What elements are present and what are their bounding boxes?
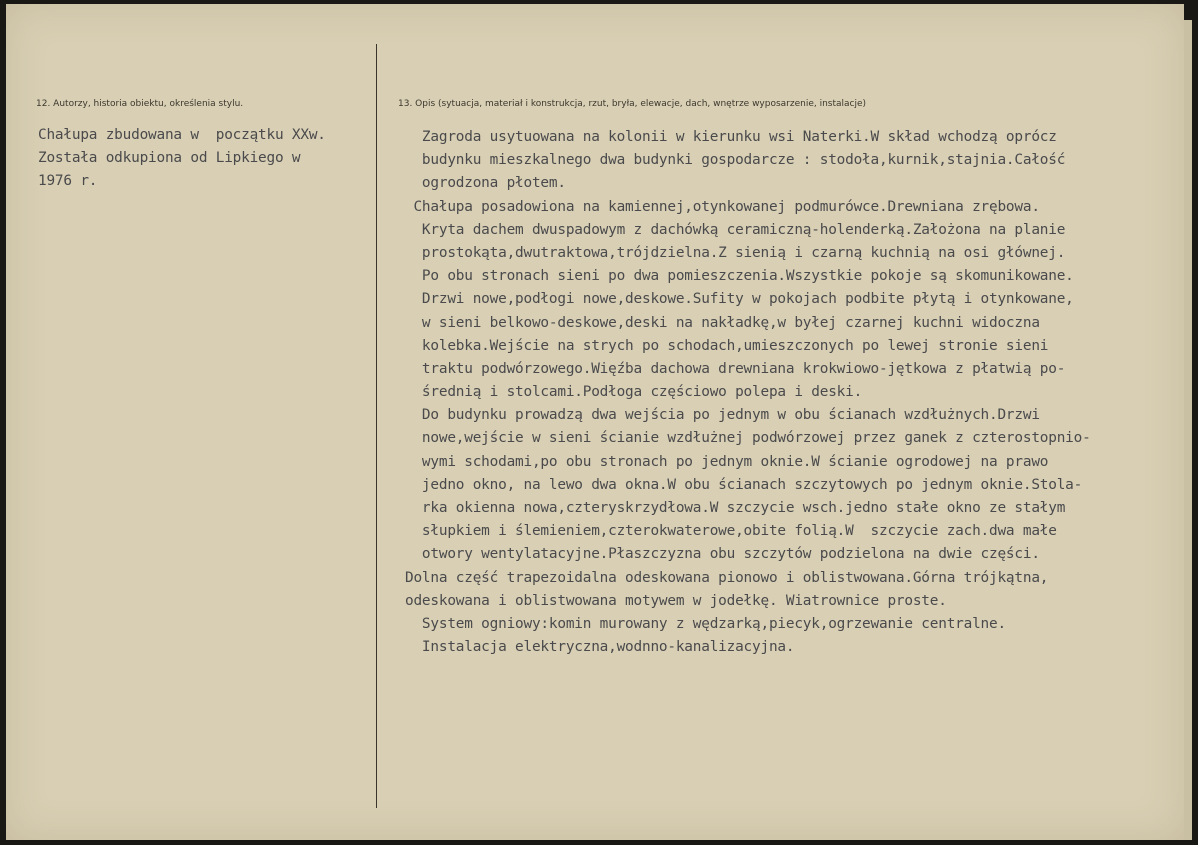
description-line: wymi schodami,po obu stronach po jednym oknie.W ścianie ogrodowej na prawo <box>405 453 1049 470</box>
description-line: System ogniowy:komin murowany z wędzarką,piecyk,ogrzewanie centralne. <box>405 615 1006 632</box>
field-12-content <box>38 124 326 194</box>
description-line: budynku mieszkalnego dwa budynki gospodarcze : stodoła,kurnik,stajnia.Całość <box>405 152 1066 169</box>
description-line: otwory wentylatacyjne.Płaszczyzna obu szczytów podzielona na dwie części. <box>405 546 1040 563</box>
description-line: słupkiem i ślemieniem,czterokwaterowe,obite folią.W szczycie zach.dwa małe <box>405 523 1057 540</box>
description-line: prostokąta,dwutraktowa,trójdzielna.Z sienią i czarną kuchnią na osi głównej. <box>405 244 1066 261</box>
description-line: ogrodzona płotem. <box>405 175 566 192</box>
description-line: traktu podwórzowego.Więźba dachowa drewniana krokwiowo-jętkowa z płatwią po- <box>405 360 1066 377</box>
description-line: Zagroda usytuowana na kolonii w kierunku wsi Naterki.W skład wchodzą oprócz <box>405 129 1057 145</box>
description-line: Kryta dachem dwuspadowym z dachówką ceramiczną-holenderką.Założona na planie <box>405 221 1066 238</box>
description-line: Drzwi nowe,podłogi nowe,deskowe.Sufity w pokojach podbite płytą i otynkowane, <box>405 291 1074 308</box>
card-edge <box>1184 20 1192 840</box>
description-line: Dolna część trapezoidalna odeskowana pionowo i oblistwowana.Górna trójkątna, <box>405 569 1049 586</box>
history-line: 1976 r. <box>38 173 98 190</box>
description-line: jedno okno, na lewo dwa okna.W obu ścianach szczytowych po jednym oknie.Stola- <box>405 476 1083 493</box>
description-line: w sieni belkowo-deskowe,deski na nakładkę,w byłej czarnej kuchni widoczna <box>405 314 1040 331</box>
description-line: rka okienna nowa,czteryskrzydłowa.W szczycie wsch.jedno stałe okno ze stałym <box>405 500 1066 516</box>
description-line: średnią i stolcami.Podłoga częściowo polepa i deski. <box>405 384 863 401</box>
history-line: Chałupa zbudowana w początku XXw. <box>38 127 326 143</box>
history-line: Została odkupiona od Lipkiego w <box>38 150 301 167</box>
description-line: Po obu stronach sieni po dwa pomieszczenia.Wszystkie pokoje są skomunikowane. <box>405 268 1074 285</box>
field-12-header: 12. Autorzy, historia obiektu, określenia stylu. <box>36 99 244 109</box>
description-line: kolebka.Wejście na strych po schodach,umieszczonych po lewej stronie sieni <box>405 337 1049 354</box>
field-13-header: 13. Opis (sytuacja, materiał i konstrukcja, rzut, bryła, elewacje, dach, wnętrze wyposarzenie, instalacje) <box>398 99 867 109</box>
description-line: Instalacja elektryczna,wodnno-kanalizacyjna. <box>405 639 795 656</box>
field-13-content <box>405 126 1091 659</box>
description-line: Chałupa posadowiona na kamiennej,otynkowanej podmurówce.Drewniana zrębowa. <box>405 198 1040 215</box>
description-line: Do budynku prowadzą dwa wejścia po jednym w obu ścianach wzdłużnych.Drzwi <box>405 407 1040 424</box>
description-line: nowe,wejście w sieni ścianie wzdłużnej podwórzowej przez ganek z czterostopnio- <box>405 430 1091 447</box>
description-line: odeskowana i oblistwowana motywem w jodełkę. Wiatrownice proste. <box>405 592 947 609</box>
column-divider <box>376 44 377 808</box>
